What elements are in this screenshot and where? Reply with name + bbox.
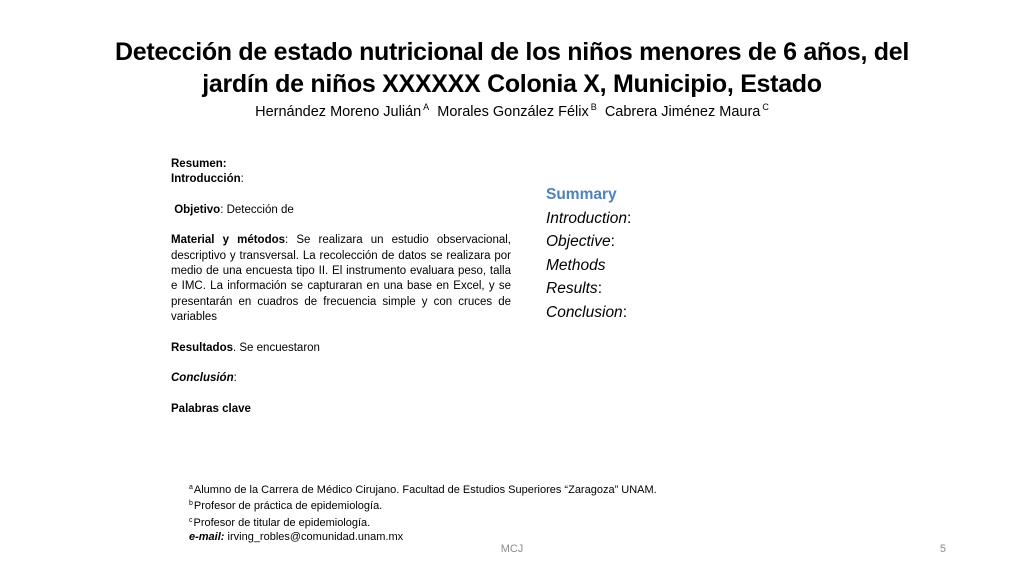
author-1-mark: A xyxy=(423,102,430,112)
methods-label: Material y métodos xyxy=(171,234,286,247)
keywords-label: Palabras clave xyxy=(171,402,251,415)
results-paragraph xyxy=(171,341,511,356)
footnote-c: $^c$Profesor de titular de epidemiología. xyxy=(189,516,371,529)
author-2-mark: B xyxy=(590,102,597,112)
title-line-2: jardín de niños XXXXXX Colonia X, Municipio, Estado xyxy=(202,70,822,98)
objective-paragraph xyxy=(171,203,511,218)
abstract-block xyxy=(171,157,511,417)
slide-title xyxy=(40,36,984,100)
footer-label: MCJ xyxy=(500,543,524,555)
methods-paragraph xyxy=(171,233,511,325)
results-text: . Se encuestaron xyxy=(233,341,320,354)
summary-block xyxy=(546,183,846,325)
summary-methods: Methods xyxy=(546,256,606,274)
summary-results: Results: xyxy=(546,280,602,298)
conclusion-label: Conclusión xyxy=(171,372,234,385)
intro-text: : xyxy=(240,173,244,186)
objective-label: Objetivo xyxy=(174,203,221,216)
summary-conclusion: Conclusion: xyxy=(546,303,627,321)
summary-objective: Objective: xyxy=(546,233,615,251)
summary-introduction: Introduction: xyxy=(546,209,632,227)
email-label: e-mail: xyxy=(189,531,225,544)
summary-title: Summary xyxy=(546,186,617,203)
footnote-a: $^a$Alumno de la Carrera de Médico Cirujano. Facultad de Estudios Superiores “Zaragoza” UNAM. xyxy=(189,484,657,496)
abstract-heading: Resumen: xyxy=(171,158,227,170)
conclusion-text: : xyxy=(233,372,237,385)
author-3: Cabrera Jiménez Maura xyxy=(604,104,761,120)
footnote-b: $^b$Profesor de práctica de epidemiología. xyxy=(189,500,383,513)
author-2: Morales González Félix xyxy=(437,104,589,120)
email-address: irving_robles@comunidad.unam.mx xyxy=(227,531,404,544)
intro-paragraph xyxy=(171,172,511,187)
author-3-mark: C xyxy=(762,102,769,112)
authors-line xyxy=(40,98,984,121)
title-line-1: Detección de estado nutricional de los niños menores de 6 años, del xyxy=(115,38,909,66)
conclusion-paragraph xyxy=(171,371,511,386)
page-number: 5 xyxy=(939,543,946,555)
intro-label: Introducción xyxy=(171,173,241,186)
results-label: Resultados xyxy=(171,341,233,354)
methods-text: : Se realizara un estudio observacional, descriptivo y transversal. La recolección de datos se realizara por medio de una encuesta tipo II. El instrumento evaluara peso, talla e IMC. La información se capturaran en una base en Excel, y se presentarán en cuadros de frecuencia simple y con cruces de variables xyxy=(171,234,511,323)
footnotes xyxy=(189,481,749,545)
author-1: Hernández Moreno Julián xyxy=(255,104,422,120)
objective-text: : Detección de xyxy=(220,203,294,216)
